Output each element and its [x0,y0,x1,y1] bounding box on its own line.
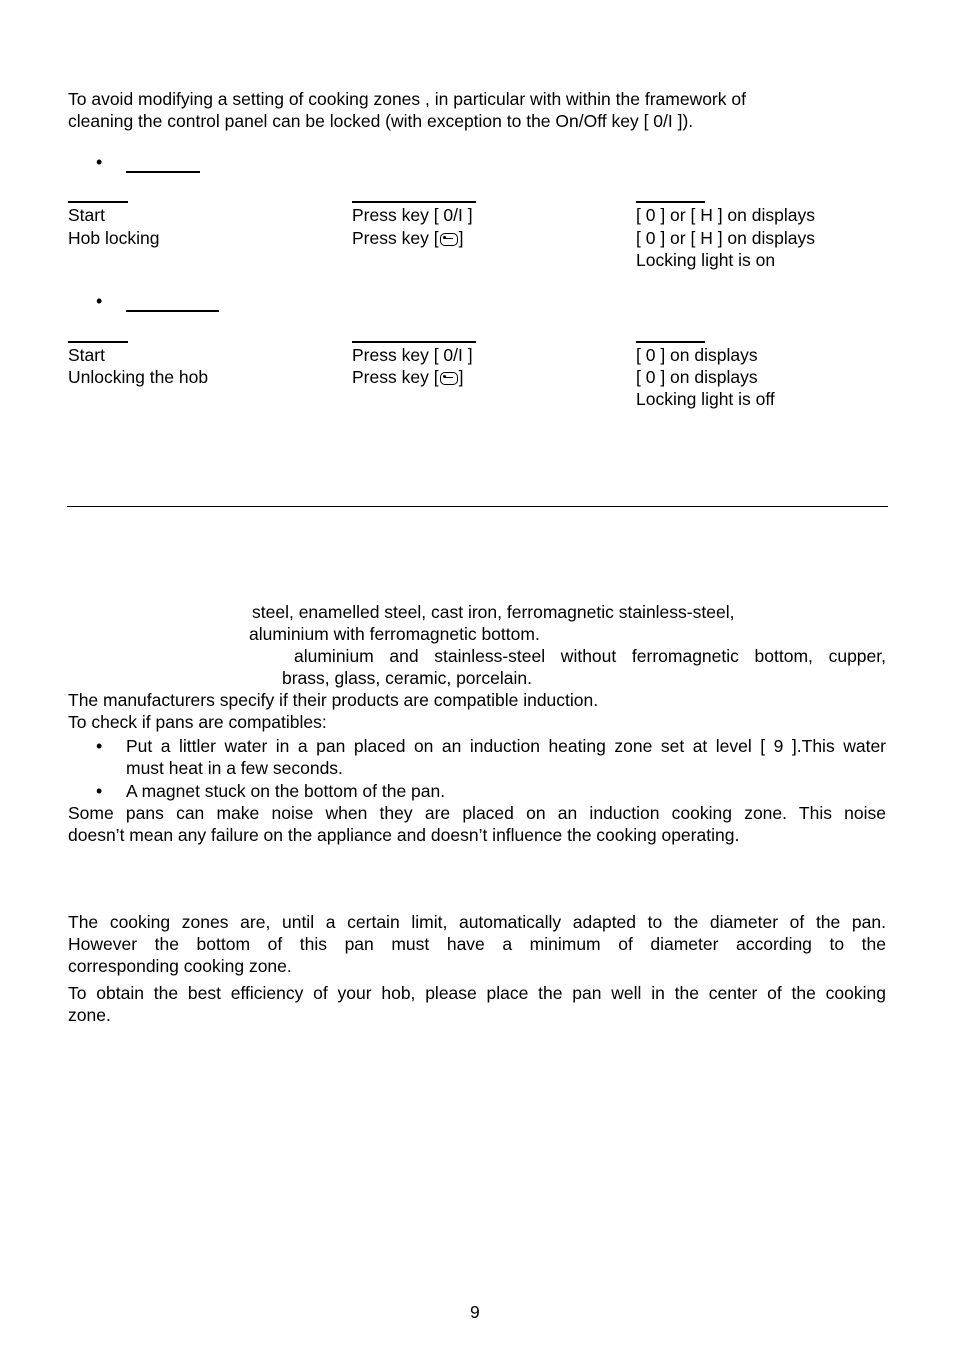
lock-row1-display: [ 0 ] or [ H ] on displays [636,205,815,225]
unlock-row1-key: Press key [ 0/I ] [352,345,473,365]
unlock-col2-underline [352,341,476,343]
diameter-p1-line-3: corresponding cooking zone. [68,956,292,976]
unlock-row1-display: [ 0 ] on displays [636,345,758,365]
unlock-heading-underline [126,310,219,312]
lock-key-suffix: ] [458,228,464,248]
bullet-magnet-test: • [96,781,103,801]
manufacturers-note: The manufacturers specify if their products are compatible induction. [68,690,599,710]
magnet-test: A magnet stuck on the bottom of the pan. [126,781,446,801]
diameter-p1-line-1: The cooking zones are, until a certain limit, automatically adapted to the diameter of the pan. [68,912,886,932]
bullet-water-test: • [96,736,103,756]
unlock-row2-key [352,366,463,388]
unsuitable-pans-line-1: aluminium and stainless-steel without ferromagnetic bottom, cupper, [294,646,886,666]
water-test-line-2: must heat in a few seconds. [126,758,343,778]
section-divider [67,506,888,507]
lock-row3-display: Locking light is on [636,250,776,270]
diameter-p1-line-2: However the bottom of this pan must have a minimum of diameter according to the [68,934,886,954]
unsuitable-pans-line-2: brass, glass, ceramic, porcelain. [282,668,532,688]
diameter-p2-line-2: zone. [68,1005,111,1025]
unlock-col3-underline [636,341,705,343]
bullet-lock: • [96,152,103,172]
unlock-row2-action: Unlocking the hob [68,367,209,387]
unlock-col1-underline [68,341,128,343]
water-test-line-1: Put a littler water in a pan placed on an induction heating zone set at level [ 9 ].This water [126,736,886,756]
noise-line-1: Some pans can make noise when they are placed on an induction cooking zone. This noise [68,803,886,823]
lock-col3-underline [636,201,705,203]
intro-line-2: cleaning the control panel can be locked (with exception to the On/Off key [ 0/I ]). [68,111,694,131]
lock-row2-key [352,227,463,249]
lock-col2-underline [352,201,476,203]
lock-row1-key: Press key [ 0/I ] [352,205,473,225]
lock-heading-underline [126,171,200,173]
page-number: 9 [470,1302,480,1322]
lock-row2-action: Hob locking [68,228,160,248]
intro-line-1: To avoid modifying a setting of cooking zones , in particular with within the framework of [68,89,746,109]
lock-key-icon [440,372,458,385]
suitable-pans-line-2: aluminium with ferromagnetic bottom. [249,624,540,644]
unlock-key-suffix: ] [458,367,464,387]
lock-key-icon [440,233,458,246]
noise-line-2: doesn’t mean any failure on the appliance and doesn’t influence the cooking operating. [68,825,740,845]
lock-row1-action: Start [68,205,105,225]
unlock-row1-action: Start [68,345,105,365]
diameter-p2-line-1: To obtain the best efficiency of your hob, please place the pan well in the center of the cooking [68,983,886,1003]
unlock-key-prefix: Press key [ [352,367,439,387]
check-intro: To check if pans are compatibles: [68,712,327,732]
unlock-row3-display: Locking light is off [636,389,775,409]
lock-row2-display: [ 0 ] or [ H ] on displays [636,228,815,248]
lock-key-prefix: Press key [ [352,228,439,248]
unlock-row2-display: [ 0 ] on displays [636,367,758,387]
lock-col1-underline [68,201,128,203]
bullet-unlock: • [96,291,103,311]
suitable-pans-line-1: steel, enamelled steel, cast iron, ferromagnetic stainless-steel, [252,602,735,622]
